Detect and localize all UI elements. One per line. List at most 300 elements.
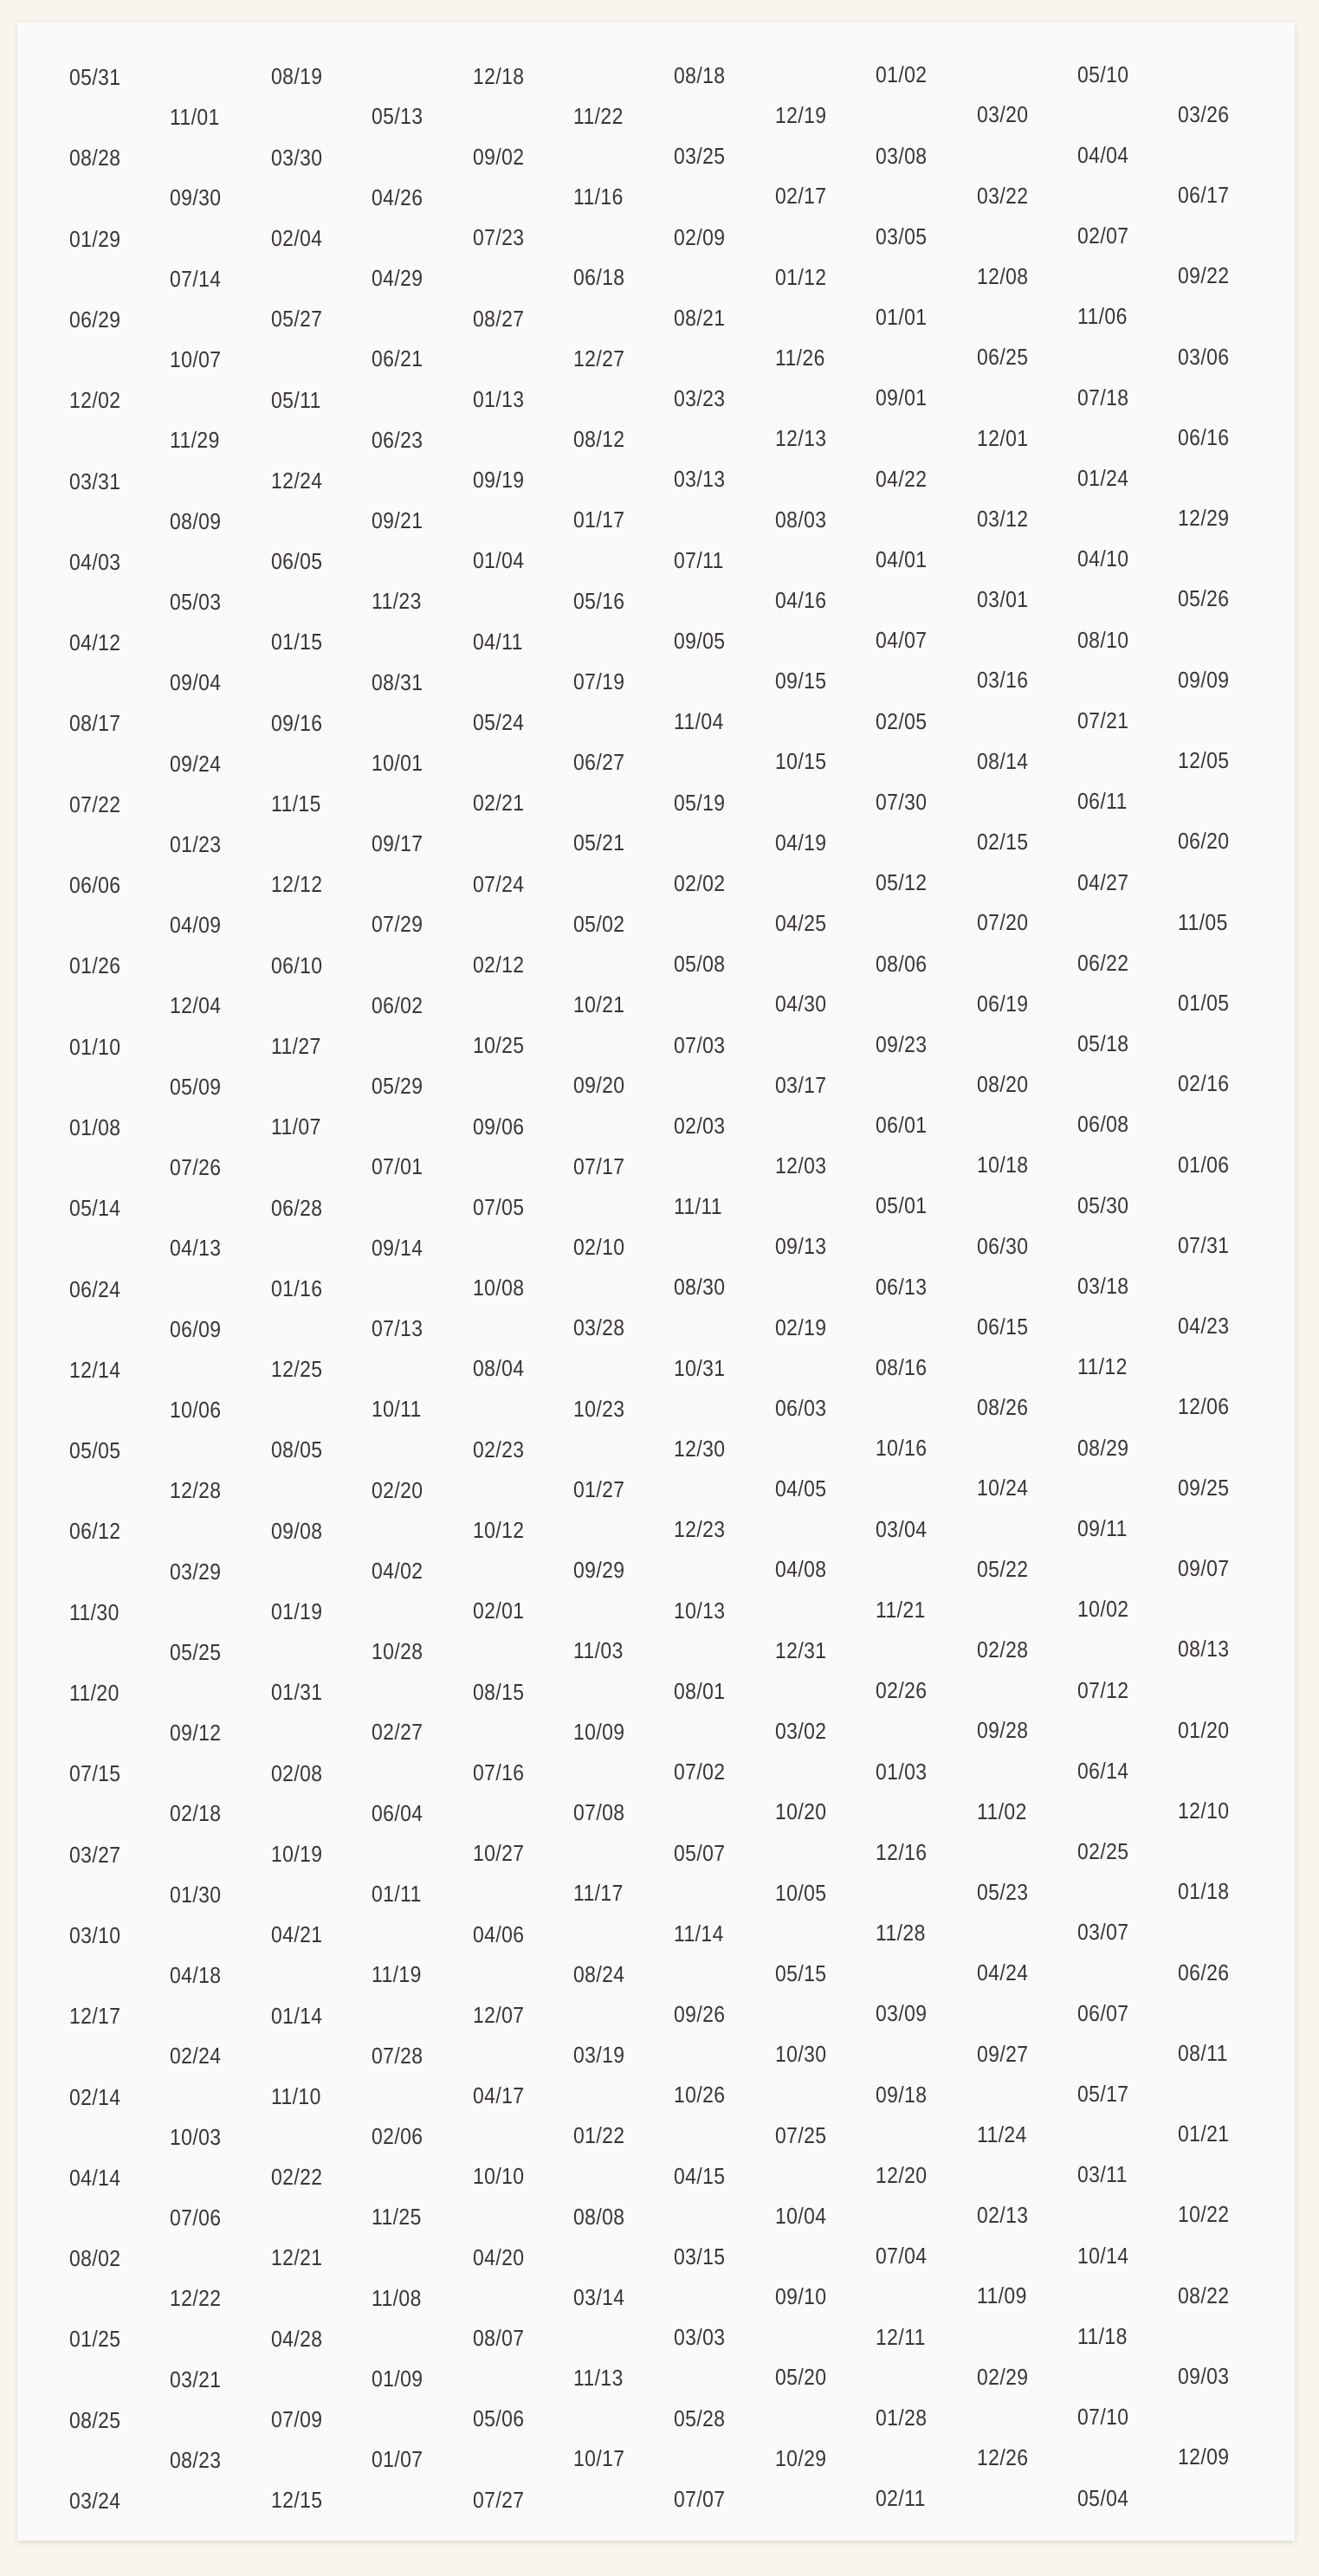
date-label: 09/04 <box>170 669 222 696</box>
date-label: 03/15 <box>674 2244 726 2269</box>
date-label: 09/10 <box>774 2283 827 2310</box>
date-label: 08/26 <box>976 1394 1029 1421</box>
date-label: 08/22 <box>1178 2282 1230 2308</box>
date-label: 08/21 <box>674 304 726 331</box>
date-label: 02/25 <box>1077 1838 1129 1865</box>
date-label: 12/05 <box>1178 747 1230 774</box>
date-label: 06/02 <box>372 991 424 1018</box>
date-label: 11/01 <box>170 104 221 131</box>
date-label: 01/23 <box>170 830 222 857</box>
date-label: 08/18 <box>674 61 726 88</box>
date-label: 11/26 <box>774 344 825 371</box>
date-label: 11/23 <box>372 588 422 615</box>
date-label: 12/19 <box>774 102 827 129</box>
date-label: 01/10 <box>69 1033 121 1060</box>
date-label: 11/16 <box>573 184 624 210</box>
date-label: 05/25 <box>170 1638 222 1665</box>
date-label: 03/24 <box>69 2488 121 2514</box>
date-label: 01/24 <box>1077 465 1129 491</box>
date-label: 07/22 <box>69 791 121 817</box>
date-label: 08/15 <box>472 1678 525 1705</box>
date-label: 04/05 <box>774 1475 827 1502</box>
date-label: 10/21 <box>573 991 625 1018</box>
date-label: 12/15 <box>270 2487 323 2514</box>
date-label: 09/13 <box>774 1233 827 1260</box>
date-label: 04/24 <box>976 1959 1029 1986</box>
date-label: 01/17 <box>573 507 625 533</box>
date-label: 06/01 <box>876 1112 928 1139</box>
date-label: 09/12 <box>170 1720 222 1746</box>
date-label: 07/28 <box>372 2042 424 2069</box>
date-label: 04/18 <box>170 1962 222 1989</box>
date-label: 03/10 <box>69 1921 121 1948</box>
date-label: 09/08 <box>270 1517 323 1544</box>
date-label: 01/26 <box>69 952 121 979</box>
date-label: 03/07 <box>1077 1919 1129 1946</box>
date-label: 11/29 <box>170 427 221 454</box>
date-label: 10/20 <box>774 1798 827 1825</box>
date-label: 09/23 <box>876 1030 928 1057</box>
date-label: 10/02 <box>1077 1596 1129 1623</box>
date-label: 05/21 <box>573 830 625 856</box>
date-label: 12/25 <box>270 1356 323 1383</box>
date-label: 10/18 <box>976 1152 1029 1178</box>
date-label: 12/18 <box>472 62 525 89</box>
date-label: 06/04 <box>372 1799 424 1826</box>
date-label: 03/01 <box>976 586 1029 613</box>
date-label: 09/17 <box>372 830 424 857</box>
date-label: 08/30 <box>674 1274 726 1301</box>
date-label: 05/20 <box>774 2364 827 2391</box>
date-label: 04/15 <box>674 2162 726 2189</box>
date-label: 05/26 <box>1178 585 1230 612</box>
date-label: 06/06 <box>69 872 121 898</box>
date-label: 05/27 <box>270 306 323 332</box>
date-label: 02/26 <box>876 1677 928 1704</box>
date-label: 06/24 <box>69 1275 121 1302</box>
date-label: 08/23 <box>170 2446 222 2473</box>
date-label: 01/02 <box>876 61 928 88</box>
date-label: 12/02 <box>69 387 121 414</box>
date-label: 08/19 <box>270 63 323 90</box>
date-label: 12/14 <box>69 1356 121 1383</box>
date-label: 02/14 <box>69 2083 121 2110</box>
date-label: 01/07 <box>372 2446 424 2473</box>
date-label: 12/11 <box>876 2323 926 2350</box>
date-label: 12/24 <box>270 467 323 494</box>
date-label: 11/11 <box>674 1193 723 1220</box>
date-label: 09/29 <box>573 1557 625 1584</box>
date-label: 08/24 <box>573 1960 625 1987</box>
date-label: 09/25 <box>1178 1474 1230 1501</box>
date-label: 02/08 <box>270 1759 323 1786</box>
date-label: 07/09 <box>270 2406 323 2432</box>
date-label: 04/12 <box>69 629 121 656</box>
date-label: 12/31 <box>774 1637 827 1663</box>
date-label: 02/05 <box>876 707 928 734</box>
date-label: 02/24 <box>170 2043 222 2069</box>
date-label: 04/23 <box>1178 1313 1230 1340</box>
date-label: 01/08 <box>69 1114 121 1140</box>
date-label: 11/15 <box>270 791 321 817</box>
date-label: 10/30 <box>774 2041 827 2068</box>
date-label: 07/15 <box>69 1760 121 1787</box>
date-label: 04/10 <box>1077 546 1129 572</box>
date-label: 12/13 <box>774 425 827 452</box>
date-label: 08/06 <box>876 950 928 977</box>
date-label: 03/29 <box>170 1558 222 1585</box>
date-label: 08/12 <box>573 425 625 452</box>
date-label: 01/18 <box>1178 1878 1230 1905</box>
date-label: 08/14 <box>976 747 1029 774</box>
date-label: 03/11 <box>1077 2161 1128 2188</box>
date-label: 08/17 <box>69 710 121 737</box>
date-label: 06/27 <box>573 749 625 776</box>
date-label: 09/18 <box>876 2081 928 2108</box>
date-label: 12/30 <box>674 1436 726 1462</box>
date-label: 11/30 <box>69 1598 120 1625</box>
date-label: 12/07 <box>472 2001 525 2028</box>
date-label: 10/11 <box>372 1396 422 1423</box>
date-label: 07/03 <box>674 1031 726 1058</box>
date-label: 10/23 <box>573 1395 625 1422</box>
date-label: 02/11 <box>876 2485 926 2512</box>
date-label: 06/07 <box>1077 1999 1129 2026</box>
date-label: 05/01 <box>876 1192 928 1219</box>
date-label: 10/28 <box>372 1638 424 1665</box>
date-label: 10/16 <box>876 1435 928 1462</box>
date-label: 05/16 <box>573 587 625 614</box>
date-label: 04/29 <box>372 265 424 292</box>
date-label: 06/30 <box>976 1232 1029 1259</box>
date-label: 01/13 <box>472 385 525 412</box>
date-label: 12/10 <box>1178 1797 1230 1824</box>
date-label: 06/28 <box>270 1194 323 1221</box>
date-label: 09/28 <box>976 1717 1029 1744</box>
date-label: 03/21 <box>170 2366 222 2392</box>
date-label: 10/12 <box>472 1517 525 1543</box>
date-label: 12/17 <box>69 2003 121 2030</box>
date-label: 08/27 <box>472 305 525 332</box>
date-label: 11/04 <box>674 708 725 735</box>
date-label: 09/06 <box>472 1113 525 1140</box>
date-label: 05/31 <box>69 64 121 90</box>
date-label: 08/28 <box>69 145 121 171</box>
date-label: 08/09 <box>170 507 222 534</box>
date-label: 12/26 <box>976 2444 1029 2471</box>
date-label: 03/26 <box>1178 100 1230 127</box>
date-label: 01/25 <box>69 2326 121 2353</box>
date-label: 03/06 <box>1178 343 1230 370</box>
date-label: 03/17 <box>774 1071 827 1098</box>
date-label: 02/10 <box>573 1233 625 1260</box>
date-label: 12/29 <box>1178 505 1230 532</box>
date-label: 11/22 <box>573 102 624 129</box>
date-label: 09/21 <box>372 507 424 533</box>
date-label: 01/27 <box>573 1475 625 1502</box>
date-label: 05/11 <box>270 386 321 413</box>
date-label: 02/22 <box>270 2164 323 2191</box>
date-label: 06/08 <box>1077 1111 1129 1138</box>
date-label: 08/05 <box>270 1436 323 1463</box>
date-label: 05/23 <box>976 1878 1029 1905</box>
date-label: 10/19 <box>270 1840 323 1867</box>
date-label: 11/18 <box>1077 2322 1128 2349</box>
date-label: 10/01 <box>372 749 424 776</box>
date-label: 04/17 <box>472 2082 525 2109</box>
date-label: 10/04 <box>774 2202 827 2229</box>
date-label: 03/03 <box>674 2324 726 2351</box>
date-label: 02/28 <box>976 1637 1029 1663</box>
date-label: 09/30 <box>170 184 222 211</box>
date-label: 04/27 <box>1077 868 1129 895</box>
date-label: 10/07 <box>170 346 222 373</box>
date-label: 01/11 <box>372 1881 422 1908</box>
date-label: 05/10 <box>1077 61 1129 87</box>
date-label: 07/02 <box>674 1759 726 1785</box>
date-label: 10/08 <box>472 1275 525 1301</box>
date-label: 07/11 <box>674 546 725 573</box>
date-label: 03/02 <box>774 1718 827 1745</box>
date-label: 08/25 <box>69 2406 121 2433</box>
date-label: 07/14 <box>170 265 222 292</box>
date-label: 09/14 <box>372 1234 424 1261</box>
date-label: 04/21 <box>270 1921 323 1948</box>
date-label: 07/18 <box>1077 384 1129 410</box>
date-label: 04/01 <box>876 546 928 572</box>
date-label: 07/19 <box>573 668 625 694</box>
date-label: 07/12 <box>1077 1676 1129 1703</box>
date-label: 08/11 <box>1178 2039 1229 2066</box>
date-label: 10/03 <box>170 2123 222 2150</box>
date-label: 04/09 <box>170 912 222 939</box>
date-label: 04/26 <box>372 184 424 210</box>
date-label: 05/07 <box>674 1839 726 1866</box>
date-label: 06/05 <box>270 548 323 575</box>
date-label: 03/31 <box>69 468 121 494</box>
date-label: 05/12 <box>876 869 928 896</box>
date-label: 12/27 <box>573 345 625 371</box>
date-label: 11/05 <box>1178 908 1229 935</box>
date-label: 02/02 <box>674 869 726 896</box>
date-label: 05/09 <box>170 1073 222 1100</box>
date-label: 12/22 <box>170 2285 222 2312</box>
date-label: 01/04 <box>472 547 525 574</box>
date-label: 07/13 <box>372 1314 424 1341</box>
date-label: 04/28 <box>270 2325 323 2352</box>
date-label: 11/12 <box>1077 1353 1128 1380</box>
date-label: 07/07 <box>674 2485 726 2512</box>
date-label: 10/09 <box>573 1718 625 1745</box>
date-label: 07/30 <box>876 788 928 815</box>
date-label: 12/06 <box>1178 1393 1230 1420</box>
date-label: 05/30 <box>1077 1191 1129 1218</box>
date-label: 07/31 <box>1178 1231 1230 1258</box>
date-label: 03/09 <box>876 2000 928 2027</box>
date-label: 07/17 <box>573 1152 625 1179</box>
date-label: 10/25 <box>472 1032 525 1059</box>
date-label: 12/08 <box>976 262 1029 289</box>
date-label: 08/13 <box>1178 1636 1230 1662</box>
date-label: 05/04 <box>1077 2484 1129 2511</box>
date-label: 12/20 <box>876 2162 928 2188</box>
date-label: 06/17 <box>1178 181 1230 208</box>
date-label: 02/27 <box>372 1719 424 1746</box>
date-label: 07/26 <box>170 1154 222 1181</box>
date-label: 09/19 <box>472 467 525 494</box>
date-label: 06/18 <box>573 264 625 291</box>
date-label: 05/28 <box>674 2405 726 2431</box>
paper-sheet <box>17 23 1295 2540</box>
date-label: 05/06 <box>472 2405 525 2432</box>
date-label: 03/25 <box>674 143 726 170</box>
date-label: 07/05 <box>472 1193 525 1220</box>
date-label: 02/16 <box>1178 1070 1230 1097</box>
date-label: 12/21 <box>270 2244 323 2271</box>
date-label: 06/21 <box>372 345 424 372</box>
date-label: 08/31 <box>372 668 424 695</box>
date-label: 11/24 <box>976 2121 1027 2147</box>
date-label: 11/02 <box>976 1798 1027 1824</box>
date-label: 11/17 <box>573 1880 624 1907</box>
date-label: 01/06 <box>1178 1151 1230 1178</box>
date-label: 05/02 <box>573 910 625 937</box>
date-label: 05/22 <box>976 1555 1029 1582</box>
date-label: 10/29 <box>774 2444 827 2471</box>
date-label: 05/14 <box>69 1195 121 1222</box>
date-label: 05/08 <box>674 951 726 978</box>
date-label: 01/05 <box>1178 989 1230 1016</box>
date-label: 02/18 <box>170 1800 222 1827</box>
date-label: 11/14 <box>674 1920 725 1947</box>
date-label: 08/20 <box>976 1070 1029 1097</box>
date-label: 01/31 <box>270 1679 323 1706</box>
date-label: 11/08 <box>372 2284 422 2311</box>
date-label: 03/16 <box>976 667 1029 694</box>
date-label: 09/11 <box>1077 1514 1128 1541</box>
date-label: 09/22 <box>1178 262 1230 289</box>
date-label: 11/10 <box>270 2082 321 2109</box>
date-label: 04/22 <box>876 465 928 492</box>
date-label: 04/25 <box>774 910 827 937</box>
date-label: 09/07 <box>1178 1555 1230 1582</box>
date-label: 02/21 <box>472 790 525 817</box>
date-label: 07/20 <box>976 909 1029 936</box>
date-label: 01/01 <box>876 304 928 331</box>
date-label: 11/03 <box>573 1637 624 1664</box>
date-label: 11/25 <box>372 2204 422 2231</box>
date-label: 07/08 <box>573 1799 625 1826</box>
date-label: 07/24 <box>472 870 525 897</box>
date-label: 10/13 <box>674 1597 726 1624</box>
date-label: 08/29 <box>1077 1434 1129 1461</box>
date-label: 06/15 <box>976 1313 1029 1340</box>
date-label: 01/22 <box>573 2122 625 2149</box>
date-label: 10/15 <box>774 748 827 775</box>
date-label: 02/17 <box>774 183 827 210</box>
date-label: 05/13 <box>372 103 424 130</box>
date-label: 08/04 <box>472 1355 525 1382</box>
date-label: 01/29 <box>69 225 121 252</box>
date-label: 10/05 <box>774 1879 827 1906</box>
date-label: 09/03 <box>1178 2363 1230 2390</box>
date-label: 05/18 <box>1077 1030 1129 1057</box>
date-label: 02/20 <box>372 1476 424 1503</box>
date-label: 02/29 <box>976 2363 1029 2390</box>
date-label: 10/10 <box>472 2163 525 2190</box>
date-label: 04/16 <box>774 586 827 613</box>
date-label: 07/10 <box>1077 2404 1129 2431</box>
date-label: 04/06 <box>472 1921 525 1947</box>
date-label: 01/16 <box>270 1275 323 1301</box>
date-label: 11/09 <box>976 2282 1027 2309</box>
date-label: 04/04 <box>1077 141 1129 168</box>
date-label: 11/13 <box>573 2365 624 2392</box>
date-label: 10/17 <box>573 2445 625 2472</box>
date-label: 08/03 <box>774 506 827 533</box>
date-label: 06/11 <box>1077 788 1128 815</box>
date-label: 11/06 <box>1077 303 1128 330</box>
date-label: 03/18 <box>1077 1273 1129 1299</box>
date-label: 03/12 <box>976 505 1029 532</box>
date-label: 04/11 <box>472 628 523 655</box>
date-label: 06/26 <box>1178 1959 1230 1985</box>
date-label: 06/25 <box>976 344 1029 371</box>
date-label: 02/15 <box>976 829 1029 855</box>
date-label: 02/01 <box>472 1598 525 1624</box>
date-label: 09/01 <box>876 384 928 411</box>
date-label: 06/03 <box>774 1394 827 1421</box>
date-label: 08/07 <box>472 2325 525 2351</box>
date-label: 01/14 <box>270 2002 323 2029</box>
date-label: 06/19 <box>976 990 1029 1017</box>
date-label: 11/21 <box>876 1596 926 1623</box>
date-label: 10/31 <box>674 1354 726 1381</box>
date-label: 03/30 <box>270 144 323 171</box>
date-label: 03/04 <box>876 1515 928 1542</box>
date-label: 04/19 <box>774 829 827 855</box>
date-label: 03/13 <box>674 466 726 493</box>
date-label: 09/09 <box>1178 666 1230 693</box>
date-label: 10/06 <box>170 1396 222 1423</box>
date-label: 03/19 <box>573 2041 625 2068</box>
date-label: 07/29 <box>372 911 424 938</box>
date-label: 10/24 <box>976 1475 1029 1501</box>
date-label: 05/03 <box>170 588 222 615</box>
date-label: 05/05 <box>69 1437 121 1464</box>
date-label: 07/21 <box>1077 707 1129 733</box>
date-label: 09/15 <box>774 668 827 694</box>
date-label: 11/19 <box>372 1961 422 1988</box>
date-label: 03/27 <box>69 1841 121 1868</box>
date-label: 01/21 <box>1178 2121 1230 2147</box>
date-label: 02/09 <box>674 223 726 250</box>
date-label: 11/27 <box>270 1032 321 1059</box>
date-label: 03/14 <box>573 2283 625 2310</box>
date-label: 09/05 <box>674 628 726 654</box>
date-label: 01/20 <box>1178 1716 1230 1743</box>
date-label: 05/19 <box>674 789 726 816</box>
date-label: 06/20 <box>1178 828 1230 855</box>
date-label: 04/07 <box>876 627 928 654</box>
date-label: 06/16 <box>1178 423 1230 450</box>
date-label: 07/25 <box>774 2121 827 2148</box>
date-label: 02/19 <box>774 1314 827 1340</box>
date-label: 01/12 <box>774 263 827 290</box>
date-label: 04/30 <box>774 991 827 1017</box>
date-label: 04/13 <box>170 1235 222 1262</box>
date-label: 08/10 <box>1077 626 1129 653</box>
